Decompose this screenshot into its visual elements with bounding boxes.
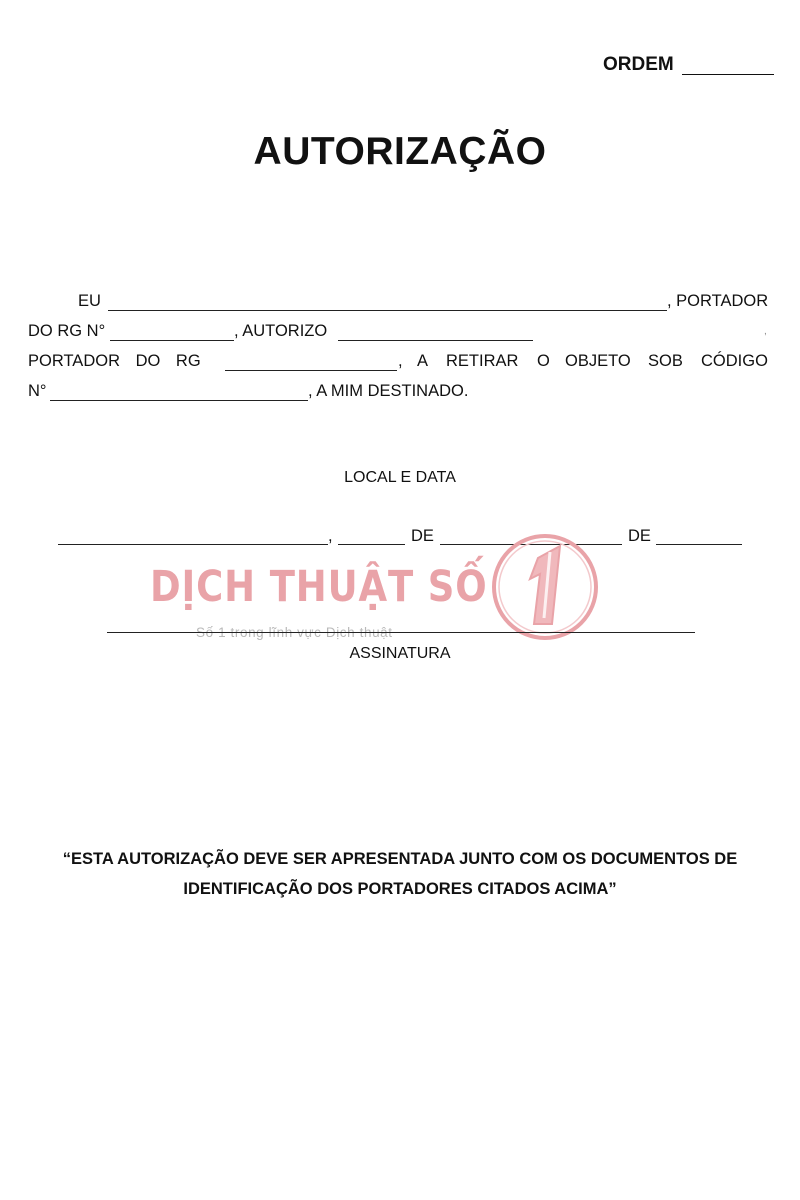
authorized-name-field[interactable] [338, 340, 533, 341]
rg-number-label: DO RG N° [28, 322, 106, 340]
code-number-label: N° [28, 382, 47, 400]
year-field[interactable] [656, 544, 742, 545]
date-comma: , [328, 527, 333, 545]
signature-label: ASSINATURA [349, 645, 451, 662]
eu-label: EU [78, 292, 101, 310]
page-title: AUTORIZAÇÃO [253, 130, 547, 173]
de-label: DE [628, 527, 651, 545]
note-line-1: “ESTA AUTORIZAÇÃO DEVE SER APRESENTADA JUNTO COM OS DOCUMENTOS DE [62, 850, 738, 868]
retirar-word: RETIRAR [446, 352, 519, 370]
autorizo-label: , AUTORIZO [234, 322, 328, 340]
retirar-word: A [417, 352, 429, 370]
object-code-field[interactable] [50, 400, 308, 401]
watermark-subtitle: Số 1 trong lĩnh vực Dịch thuật [196, 625, 393, 640]
de-label: DE [411, 527, 434, 545]
retirar-word: SOB [648, 352, 683, 370]
watermark-logo-icon [490, 532, 600, 642]
note-line-2: IDENTIFICAÇÃO DOS PORTADORES CITADOS ACIMA” [183, 880, 617, 898]
signature-field[interactable] [107, 632, 695, 633]
order-number-field[interactable] [682, 74, 774, 75]
place-field[interactable] [58, 544, 328, 545]
stray-comma: , [764, 326, 767, 337]
portador-label: , PORTADOR [667, 292, 769, 310]
authorized-rg-field[interactable] [225, 370, 397, 371]
retirar-comma: , [398, 352, 403, 370]
portador-rg-label: PORTADOR DO RG [28, 352, 201, 370]
rg-number-field[interactable] [110, 340, 234, 341]
retirar-word: CÓDIGO [701, 352, 768, 370]
order-label: ORDEM [603, 54, 674, 75]
watermark-text: DỊCH THUẬT SỐ [150, 562, 488, 612]
name-field[interactable] [108, 310, 667, 311]
retirar-word: O [537, 352, 550, 370]
destinado-label: , A MIM DESTINADO. [308, 382, 469, 400]
local-date-label: LOCAL E DATA [344, 469, 456, 486]
day-field[interactable] [338, 544, 405, 545]
retirar-word: OBJETO [565, 352, 631, 370]
